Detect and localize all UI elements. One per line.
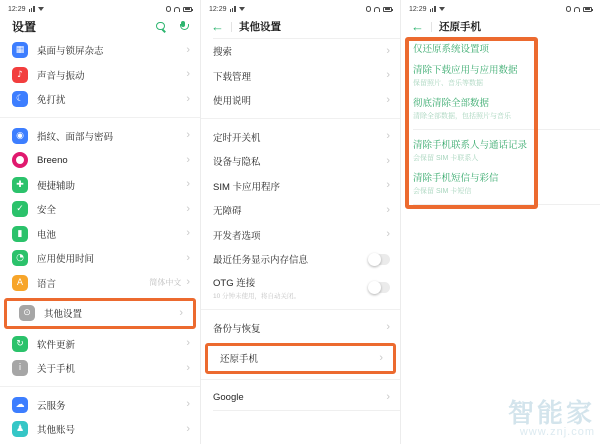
- highlight-box: [4, 298, 196, 329]
- update-icon: ↻: [12, 336, 28, 352]
- section-divider: [201, 118, 400, 119]
- item-label: 关于手机: [37, 364, 76, 376]
- info-icon: i: [12, 360, 28, 376]
- chevron-right-icon: ›: [386, 228, 390, 241]
- mic-icon[interactable]: [178, 21, 188, 32]
- status-bar: [401, 0, 600, 15]
- item-label: 云服务: [37, 400, 66, 412]
- other-settings-item-otg-connection[interactable]: [201, 272, 400, 304]
- desktop-lockscreen-icon: ▦: [12, 42, 28, 58]
- item-label: 指纹、面部与密码: [37, 131, 114, 143]
- signal-icon: [230, 6, 236, 12]
- headset-icon: [374, 7, 380, 12]
- reset-option-erase-all-data[interactable]: [401, 92, 600, 125]
- other-settings-item-sim-applications[interactable]: [201, 174, 400, 199]
- reset-option-clear-contacts-call-logs[interactable]: [401, 134, 600, 167]
- divider: [213, 410, 400, 411]
- option-label: 清除手机联系人与通话记录: [413, 140, 528, 151]
- alarm-icon: [566, 6, 572, 12]
- item-label: 电池: [37, 229, 57, 241]
- other-settings-list: [201, 39, 400, 410]
- hourglass-icon: ◔: [12, 250, 28, 266]
- chevron-right-icon: ›: [186, 68, 190, 81]
- settings-item-breeno[interactable]: [0, 148, 200, 173]
- language-icon: A: [12, 275, 28, 291]
- signal-icon: [29, 6, 35, 12]
- chevron-right-icon: ›: [186, 202, 190, 215]
- item-label: 开发者选项: [213, 230, 261, 242]
- item-label: 无障碍: [213, 206, 242, 218]
- chevron-right-icon: ›: [186, 43, 190, 56]
- item-label: 其他账号: [37, 425, 76, 437]
- status-bar: [0, 0, 200, 15]
- highlight-box: [205, 343, 396, 374]
- item-label: SIM 卡应用程序: [213, 181, 281, 193]
- settings-item-convenience-aid[interactable]: [0, 173, 200, 198]
- item-label: Google: [213, 392, 244, 404]
- settings-item-battery[interactable]: [0, 222, 200, 247]
- headset-icon: [174, 7, 180, 12]
- option-subtitle: 会保留 SIM 卡联系人: [413, 155, 479, 162]
- assist-icon: ✚: [12, 177, 28, 193]
- item-label: 定时开关机: [213, 132, 261, 144]
- settings-item-other-accounts[interactable]: [0, 417, 200, 442]
- signal-icon: [430, 6, 436, 12]
- item-label: 声音与振动: [37, 70, 85, 82]
- chevron-right-icon: ›: [386, 203, 390, 216]
- back-arrow-icon[interactable]: ←: [211, 19, 224, 34]
- item-label: 使用说明: [213, 96, 252, 108]
- moon-icon: ☾: [12, 91, 28, 107]
- wifi-icon: [439, 7, 445, 11]
- chevron-right-icon: ›: [386, 93, 390, 106]
- other-settings-item-device-privacy[interactable]: [201, 149, 400, 174]
- settings-item-fingerprint-face-password[interactable]: [0, 124, 200, 149]
- option-subtitle: 清除全部数据，包括照片与音乐: [413, 113, 511, 120]
- cloud-icon: ☁: [12, 397, 28, 413]
- gear-icon: ⊙: [19, 305, 35, 321]
- chevron-right-icon: ›: [386, 391, 390, 404]
- reset-phone-header: [401, 15, 600, 38]
- panel-settings: [0, 0, 200, 444]
- settings-item-do-not-disturb[interactable]: [0, 87, 200, 112]
- watermark-logo-text: 智能家: [507, 398, 595, 428]
- other-settings-header: [201, 15, 400, 38]
- other-settings-item-google[interactable]: [201, 386, 400, 411]
- section-divider: [0, 117, 200, 118]
- speaker-icon: ♪: [12, 67, 28, 83]
- chevron-right-icon: ›: [386, 69, 390, 82]
- person-icon: ♟: [12, 421, 28, 437]
- option-label: 仅还原系统设置项: [413, 44, 490, 55]
- settings-list: [0, 38, 200, 442]
- other-settings-item-usage-instructions[interactable]: [201, 88, 400, 113]
- section-divider: [413, 129, 600, 130]
- page-title: 设置: [12, 20, 37, 34]
- watermark: [508, 400, 595, 438]
- item-label: 软件更新: [37, 339, 76, 351]
- settings-item-other-settings[interactable]: [7, 301, 193, 326]
- battery-icon: [583, 7, 592, 12]
- item-label: 搜索: [213, 47, 233, 59]
- settings-item-software-update[interactable]: [0, 332, 200, 357]
- panel-other-settings: [200, 0, 400, 444]
- panel-reset-phone: [400, 0, 600, 444]
- page-title: 还原手机: [439, 21, 481, 33]
- settings-item-app-usage-time[interactable]: [0, 246, 200, 271]
- battery-square-icon: ▮: [12, 226, 28, 242]
- other-settings-item-search[interactable]: [201, 39, 400, 64]
- section-divider: [201, 379, 400, 380]
- shield-icon: ✓: [12, 201, 28, 217]
- reset-option-reset-system-settings-only[interactable]: [401, 38, 600, 59]
- chevron-right-icon: ›: [186, 422, 190, 435]
- item-label: 最近任务显示内存信息: [213, 255, 309, 267]
- item-label: 下载管理: [213, 71, 252, 83]
- settings-item-language[interactable]: [0, 271, 200, 296]
- section-divider: [0, 386, 200, 387]
- chevron-right-icon: ›: [186, 398, 190, 411]
- item-label: 便捷辅助: [37, 180, 76, 192]
- settings-item-about-phone[interactable]: [0, 356, 200, 381]
- item-label: 设备与隐私: [213, 157, 261, 169]
- breeno-ring-icon: [12, 152, 28, 168]
- search-icon[interactable]: [156, 22, 166, 32]
- reset-option-clear-sms-mms[interactable]: [401, 167, 600, 200]
- option-subtitle: 会保留 SIM 卡短信: [413, 188, 472, 195]
- item-label: 桌面与锁屏杂志: [37, 46, 104, 58]
- other-settings-item-developer-options[interactable]: [201, 223, 400, 248]
- item-subtitle: 10 分钟未使用，将自动关闭。: [213, 293, 301, 300]
- chevron-right-icon: ›: [186, 337, 190, 350]
- settings-item-cloud-service[interactable]: [0, 393, 200, 418]
- settings-header: [0, 15, 200, 38]
- watermark-url: www.znj.com: [519, 426, 595, 438]
- chevron-right-icon: ›: [186, 361, 190, 374]
- headset-icon: [574, 7, 580, 12]
- chevron-right-icon: ›: [379, 351, 383, 364]
- item-text: [213, 275, 369, 300]
- option-subtitle: 保留照片、音乐等数据: [413, 80, 483, 87]
- item-label: 应用使用时间: [37, 254, 95, 266]
- reset-option-clear-downloaded-apps[interactable]: [401, 59, 600, 92]
- battery-icon: [183, 7, 192, 12]
- fingerprint-icon: ◉: [12, 128, 28, 144]
- header-separator: [231, 22, 232, 32]
- toggle-switch-off[interactable]: [369, 282, 390, 293]
- alarm-icon: [366, 6, 372, 12]
- wifi-icon: [38, 7, 44, 11]
- reset-options-list: [401, 38, 600, 205]
- item-label: 备份与恢复: [213, 323, 261, 335]
- clock-time: 12:29: [409, 5, 427, 13]
- item-label: 语言: [37, 278, 57, 290]
- item-label: OTG 连接: [213, 278, 256, 289]
- option-label: 彻底清除全部数据: [413, 98, 490, 109]
- chevron-right-icon: ›: [386, 321, 390, 334]
- chevron-right-icon: ›: [386, 179, 390, 192]
- clock-time: 12:29: [8, 5, 26, 13]
- other-settings-item-recent-tasks-memory[interactable]: [201, 247, 400, 272]
- other-settings-item-backup-restore[interactable]: [201, 316, 400, 341]
- chevron-right-icon: ›: [386, 44, 390, 57]
- wifi-icon: [239, 7, 245, 11]
- chevron-right-icon: ›: [386, 154, 390, 167]
- other-settings-item-scheduled-power[interactable]: [201, 125, 400, 150]
- other-settings-item-accessibility[interactable]: [201, 198, 400, 223]
- other-settings-item-reset-phone[interactable]: [208, 346, 393, 371]
- item-label: 免打扰: [37, 95, 66, 107]
- header-separator: [431, 22, 432, 32]
- item-label: Breeno: [37, 154, 68, 166]
- chevron-right-icon: ›: [186, 276, 190, 289]
- chevron-right-icon: ›: [186, 178, 190, 191]
- chevron-right-icon: ›: [186, 227, 190, 240]
- chevron-right-icon: ›: [186, 92, 190, 105]
- status-bar: [201, 0, 400, 15]
- chevron-right-icon: ›: [186, 129, 190, 142]
- toggle-switch-off[interactable]: [369, 254, 390, 265]
- settings-item-sound-vibration[interactable]: [0, 63, 200, 88]
- item-label: 安全: [37, 205, 57, 217]
- item-label: 还原手机: [220, 354, 259, 366]
- battery-icon: [383, 7, 392, 12]
- chevron-right-icon: ›: [386, 130, 390, 143]
- alarm-icon: [166, 6, 172, 12]
- chevron-right-icon: ›: [186, 251, 190, 264]
- settings-item-security[interactable]: [0, 197, 200, 222]
- other-settings-item-download-management[interactable]: [201, 64, 400, 89]
- settings-item-desktop-lockscreen[interactable]: [0, 38, 200, 63]
- item-label: 其他设置: [44, 309, 83, 321]
- back-arrow-icon[interactable]: ←: [411, 19, 424, 34]
- option-label: 清除下载应用与应用数据: [413, 65, 518, 76]
- section-divider: [201, 309, 400, 310]
- item-value: 简体中文: [149, 278, 182, 288]
- option-label: 清除手机短信与彩信: [413, 173, 499, 184]
- page-title: 其他设置: [239, 21, 281, 33]
- chevron-right-icon: ›: [186, 153, 190, 166]
- clock-time: 12:29: [209, 5, 227, 13]
- divider: [413, 204, 600, 205]
- chevron-right-icon: ›: [179, 306, 183, 319]
